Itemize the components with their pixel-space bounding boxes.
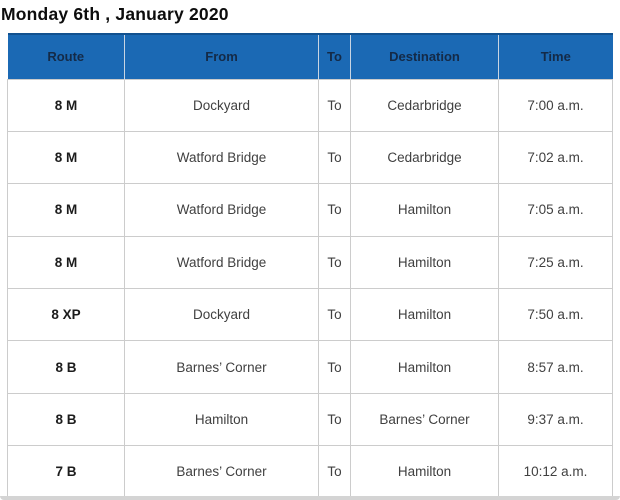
time-cell: 7:50 a.m. (499, 289, 613, 341)
from-cell: Watford Bridge (125, 131, 319, 183)
from-cell: Watford Bridge (125, 184, 319, 236)
column-header-to: To (319, 34, 351, 79)
from-cell: Dockyard (125, 289, 319, 341)
route-cell: 8 XP (8, 289, 125, 341)
time-cell: 8:57 a.m. (499, 341, 613, 393)
to-cell: To (319, 393, 351, 445)
column-header-from: From (125, 34, 319, 79)
time-cell: 7:00 a.m. (499, 79, 613, 131)
column-header-time: Time (499, 34, 613, 79)
from-cell: Watford Bridge (125, 236, 319, 288)
to-cell: To (319, 341, 351, 393)
bottom-edge-bar (0, 496, 620, 500)
from-cell: Barnes’ Corner (125, 446, 319, 498)
table-row (8, 393, 613, 445)
time-cell: 7:25 a.m. (499, 236, 613, 288)
table-header-row (8, 34, 613, 79)
route-cell: 8 M (8, 184, 125, 236)
to-cell: To (319, 446, 351, 498)
destination-cell: Cedarbridge (351, 131, 499, 183)
route-cell: 8 B (8, 341, 125, 393)
time-cell: 9:37 a.m. (499, 393, 613, 445)
route-cell: 7 B (8, 446, 125, 498)
from-cell: Hamilton (125, 393, 319, 445)
table-row (8, 289, 613, 341)
to-cell: To (319, 131, 351, 183)
from-cell: Barnes’ Corner (125, 341, 319, 393)
to-cell: To (319, 289, 351, 341)
time-cell: 10:12 a.m. (499, 446, 613, 498)
column-header-destination: Destination (351, 34, 499, 79)
schedule-table (7, 33, 613, 499)
route-cell: 8 M (8, 236, 125, 288)
column-header-route: Route (8, 34, 125, 79)
table-row (8, 79, 613, 131)
destination-cell: Hamilton (351, 446, 499, 498)
table-row (8, 341, 613, 393)
to-cell: To (319, 236, 351, 288)
route-cell: 8 M (8, 79, 125, 131)
destination-cell: Hamilton (351, 184, 499, 236)
destination-cell: Hamilton (351, 341, 499, 393)
table-row (8, 131, 613, 183)
destination-cell: Cedarbridge (351, 79, 499, 131)
time-cell: 7:05 a.m. (499, 184, 613, 236)
to-cell: To (319, 79, 351, 131)
destination-cell: Hamilton (351, 289, 499, 341)
destination-cell: Barnes’ Corner (351, 393, 499, 445)
from-cell: Dockyard (125, 79, 319, 131)
route-cell: 8 M (8, 131, 125, 183)
page-title: Monday 6th , January 2020 (1, 4, 229, 24)
route-cell: 8 B (8, 393, 125, 445)
destination-cell: Hamilton (351, 236, 499, 288)
table-row (8, 446, 613, 498)
to-cell: To (319, 184, 351, 236)
table-row (8, 236, 613, 288)
time-cell: 7:02 a.m. (499, 131, 613, 183)
table-row (8, 184, 613, 236)
